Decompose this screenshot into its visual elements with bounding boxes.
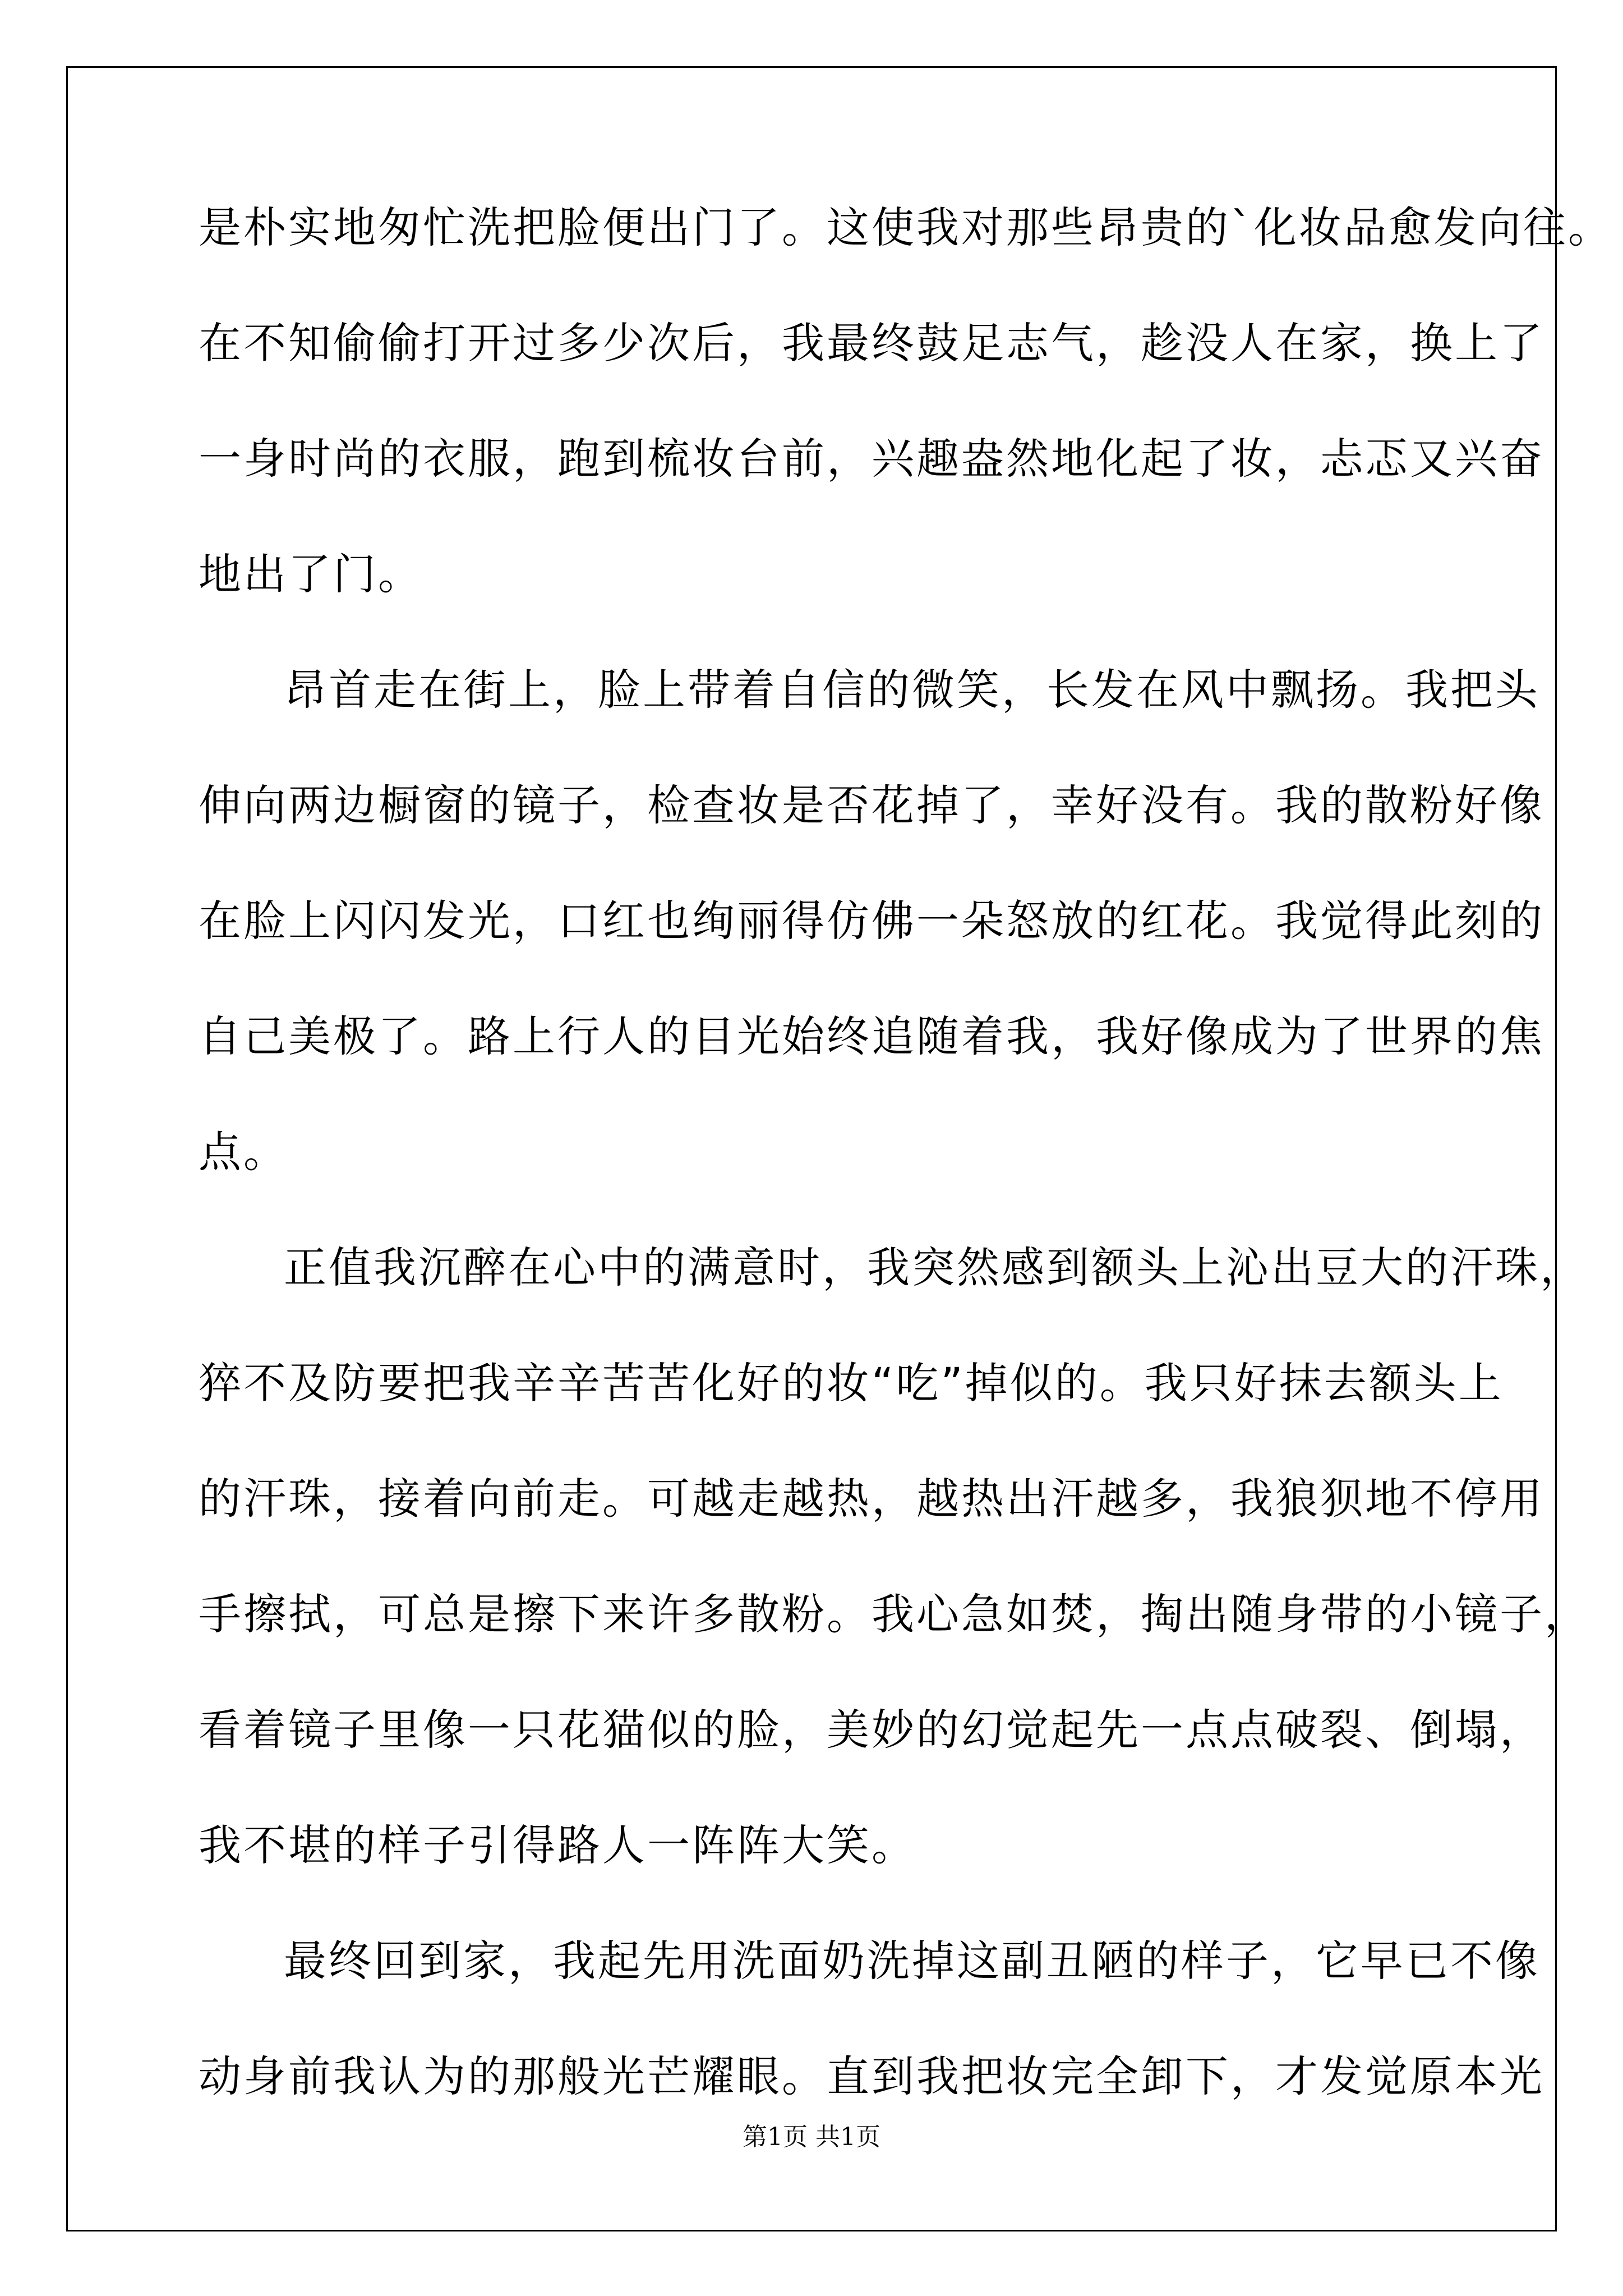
- text-line: 伸向两边橱窗的镜子，检查妆是否花掉了，幸好没有。我的散粉好像: [199, 780, 1544, 830]
- text-line: 动身前我认为的那般光芒耀眼。直到我把妆完全卸下，才发觉原本光: [199, 2051, 1544, 2101]
- text-line: 猝不及防要把我辛辛苦苦化好的妆“吃”掉似的。我只好抹去额头上: [199, 1358, 1504, 1408]
- text-line: 手擦拭，可总是擦下来许多散粉。我心急如焚，掏出随身带的小镜子，: [199, 1589, 1589, 1639]
- text-line: 在脸上闪闪发光，口红也绚丽得仿佛一朵怒放的红花。我觉得此刻的: [199, 896, 1544, 946]
- text-line: 正值我沉醉在心中的满意时，我突然感到额头上沁出豆大的汗珠，: [284, 1243, 1585, 1292]
- text-line: 自己美极了。路上行人的目光始终追随着我，我好像成为了世界的焦: [199, 1011, 1544, 1061]
- text-line: 我不堪的样子引得路人一阵阵大笑。: [199, 1820, 916, 1870]
- body-text: [199, 202, 1613, 2166]
- text-line: 一身时尚的衣服，跑到梳妆台前，兴趣盎然地化起了妆，忐忑又兴奋: [199, 434, 1544, 484]
- text-line: 点。: [199, 1127, 288, 1177]
- text-line: 在不知偷偷打开过多少次后，我最终鼓足志气，趁没人在家，换上了: [199, 318, 1544, 368]
- text-line: 看着镜子里像一只花猫似的脸，美妙的幻觉起先一点点破裂、倒塌，: [199, 1705, 1544, 1755]
- text-line: 最终回到家，我起先用洗面奶洗掉这副丑陋的样子，它早已不像: [284, 1936, 1540, 1986]
- text-line: 是朴实地匆忙洗把脸便出门了。这使我对那些昂贵的`化妆品愈发向往。: [199, 203, 1613, 252]
- text-line: 的汗珠，接着向前走。可越走越热，越热出汗越多，我狼狈地不停用: [199, 1474, 1544, 1524]
- page-footer: 第1页 共1页: [743, 2123, 880, 2151]
- text-line: 昂首走在街上，脸上带着自信的微笑，长发在风中飘扬。我把头: [284, 665, 1540, 715]
- text-line: 地出了门。: [199, 549, 423, 599]
